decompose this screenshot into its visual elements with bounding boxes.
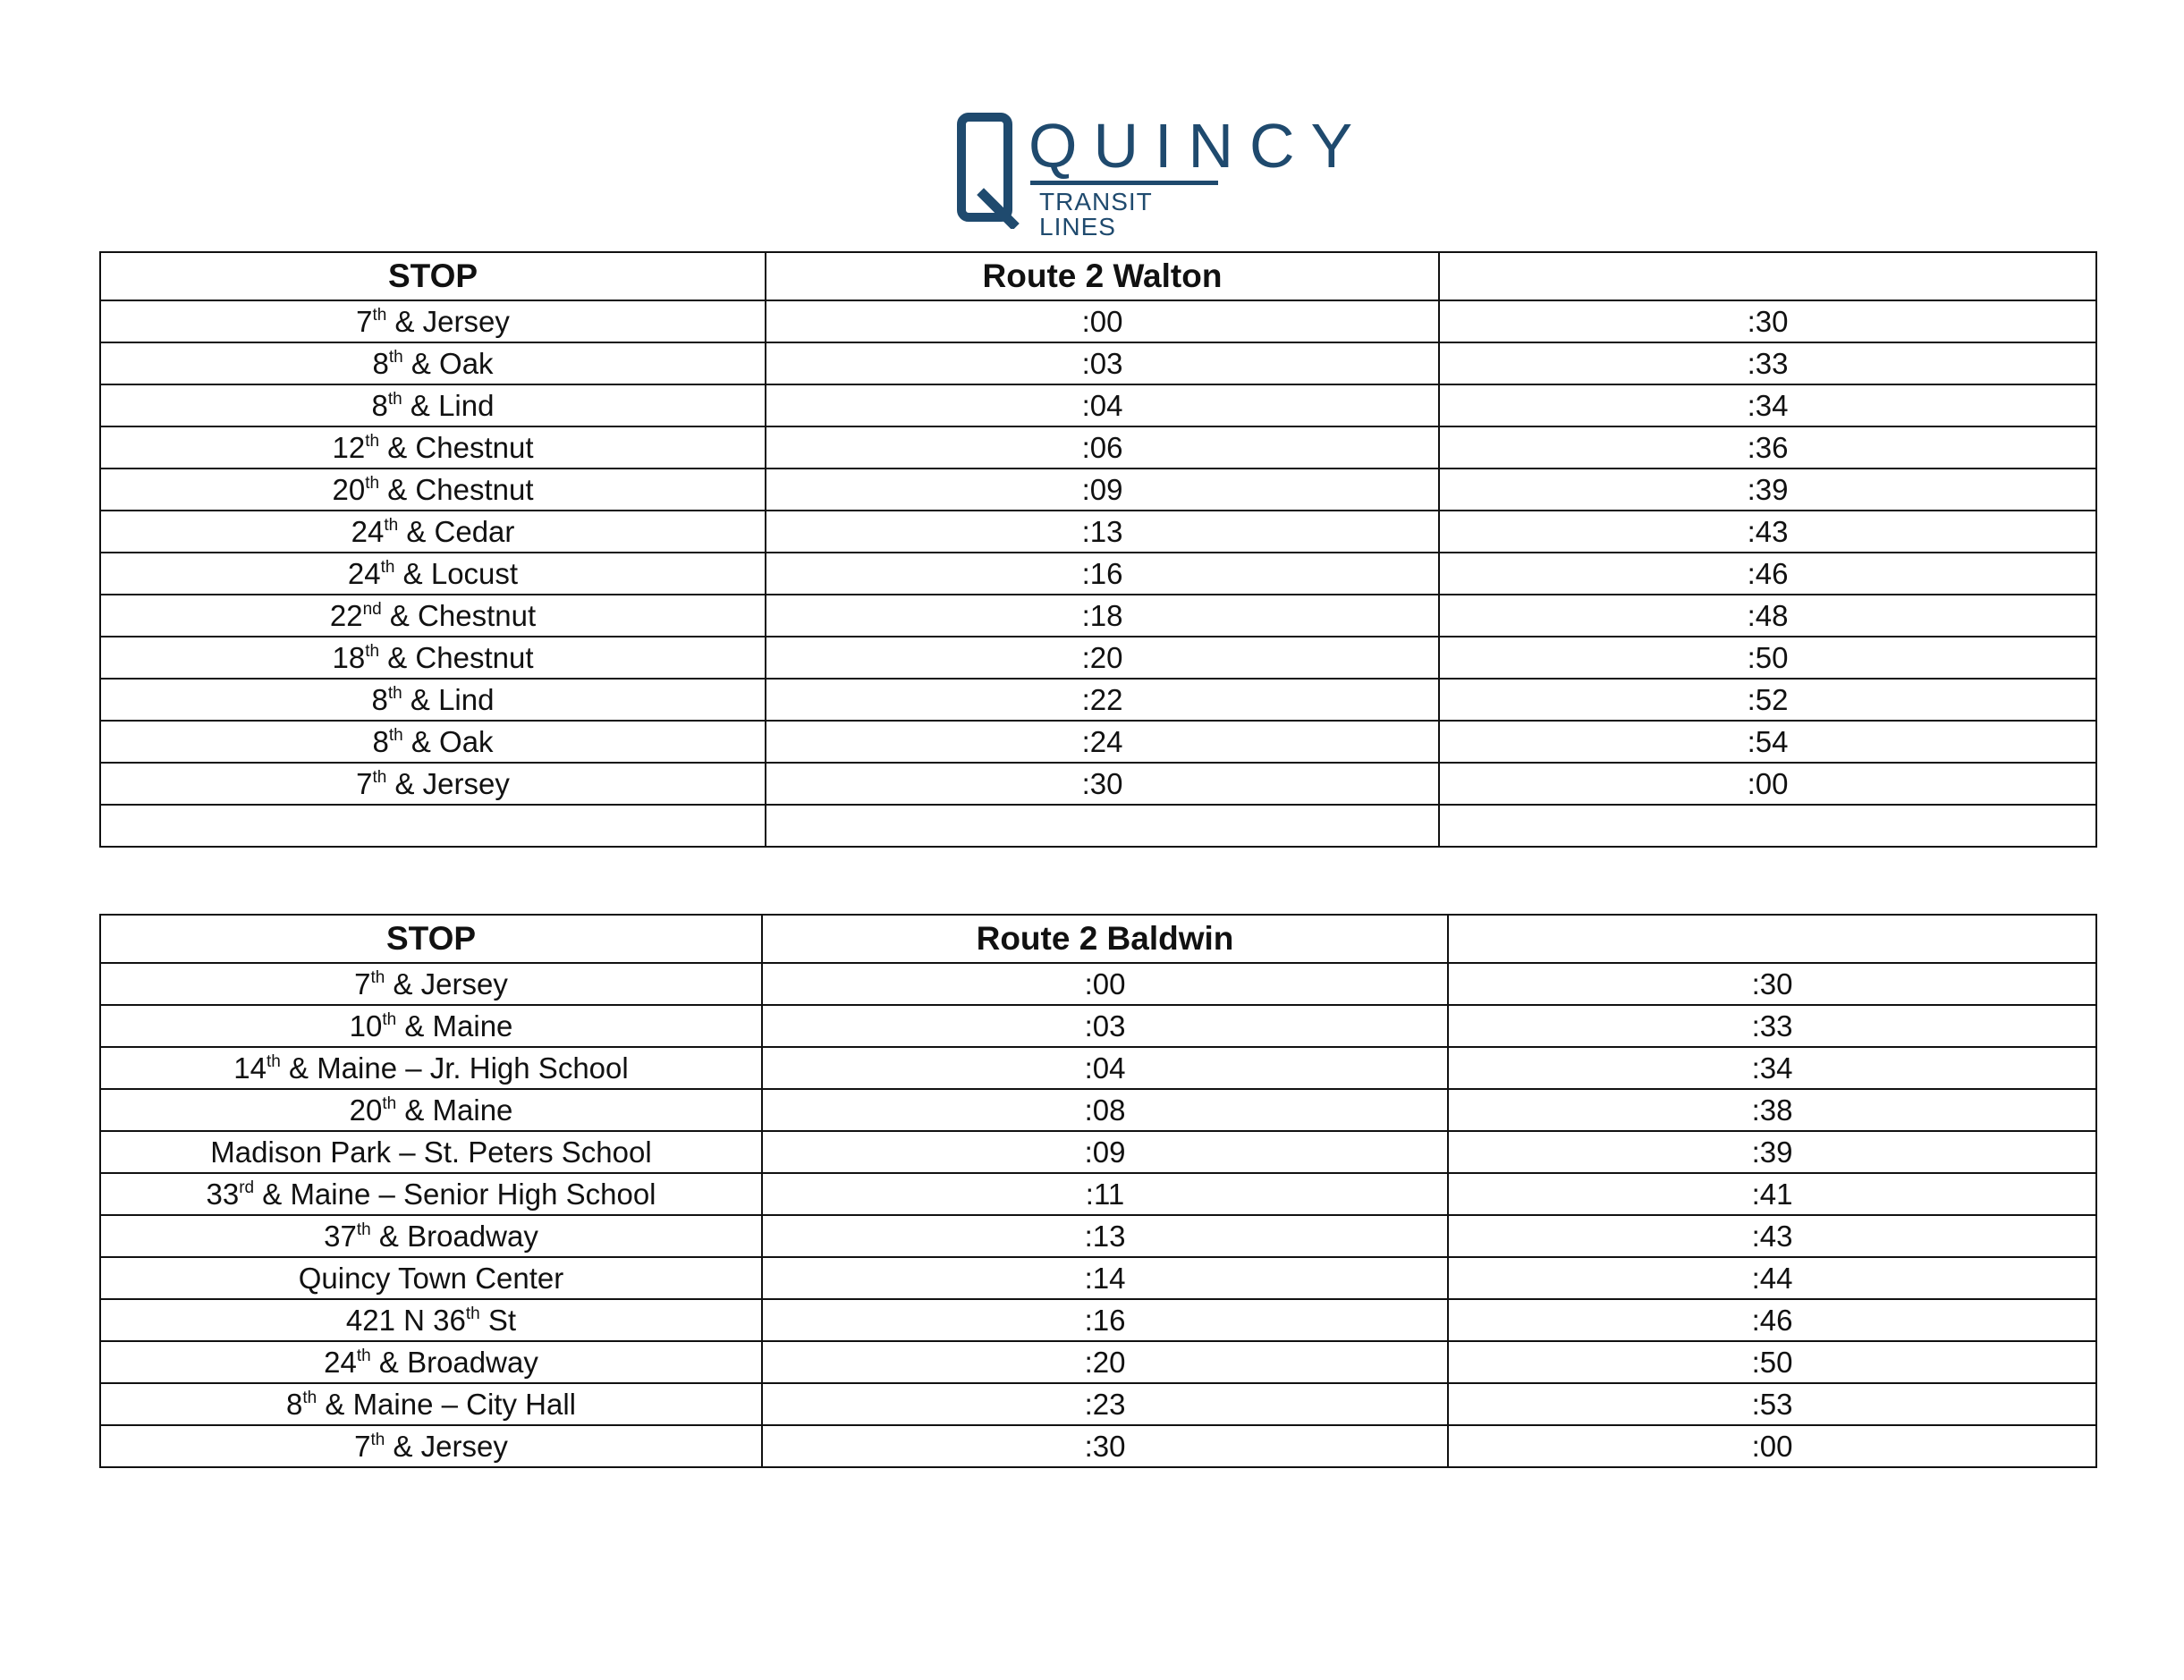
departure-time-first: :22	[766, 679, 1439, 721]
stop-cell	[100, 384, 766, 426]
stop-street: St	[479, 1303, 517, 1337]
table-row	[100, 721, 2096, 763]
stop-cell	[100, 469, 766, 511]
stop-name: 8	[371, 682, 388, 716]
departure-time-first: :20	[762, 1341, 1448, 1383]
stop-name: 14	[233, 1051, 267, 1085]
departure-time-second: :41	[1448, 1173, 2096, 1215]
stop-street: & Lind	[402, 388, 495, 422]
stop-name: 22	[329, 598, 363, 632]
ordinal-suffix: th	[387, 683, 402, 703]
departure-time-first: :03	[766, 342, 1439, 384]
departure-time-first: :20	[766, 637, 1439, 679]
stop-street: & Maine	[396, 1009, 513, 1043]
departure-time-first: :24	[766, 721, 1439, 763]
departure-time-first: :03	[762, 1005, 1448, 1047]
departure-time-second: :39	[1448, 1131, 2096, 1173]
ordinal-suffix: th	[382, 1093, 397, 1113]
stop-cell	[100, 1173, 762, 1215]
table-row	[100, 384, 2096, 426]
stop-cell	[100, 1341, 762, 1383]
stop-cell	[100, 553, 766, 595]
q-logo-icon	[957, 113, 1020, 229]
table-header-row	[100, 252, 2096, 300]
table-row	[100, 1383, 2096, 1425]
stop-street: & Oak	[402, 346, 494, 380]
header-blank	[1439, 252, 2096, 300]
stop-street: & Chestnut	[379, 472, 534, 506]
stop-name: 20	[349, 1093, 383, 1127]
stop-street: & Maine – City Hall	[317, 1387, 576, 1421]
ordinal-suffix: th	[365, 641, 380, 661]
departure-time-second: :52	[1439, 679, 2096, 721]
ordinal-suffix: th	[356, 1346, 371, 1365]
departure-time-second: :38	[1448, 1089, 2096, 1131]
departure-time-first: :00	[762, 963, 1448, 1005]
table-row	[100, 1215, 2096, 1257]
stop-name: 12	[332, 430, 366, 464]
table-row	[100, 637, 2096, 679]
stop-street: & Broadway	[370, 1219, 538, 1253]
stop-name: 8	[371, 388, 388, 422]
table-row	[100, 511, 2096, 553]
departure-time-first: :06	[766, 426, 1439, 469]
table-row	[100, 1047, 2096, 1089]
logo-word: QUINCY	[1029, 111, 1369, 181]
logo-subtitle: TRANSIT LINES	[1039, 188, 1153, 241]
stop-street: & Jersey	[386, 304, 510, 338]
stop-cell	[100, 963, 762, 1005]
header-stop: STOP	[100, 915, 762, 963]
table-row	[100, 1257, 2096, 1299]
header-route: Route 2 Walton	[766, 252, 1439, 300]
stop-name: 24	[351, 514, 385, 548]
ordinal-suffix: th	[356, 1220, 371, 1239]
departure-time-first: :08	[762, 1089, 1448, 1131]
stop-cell	[100, 1215, 762, 1257]
stop-street: & Chestnut	[381, 598, 537, 632]
stop-street: & Chestnut	[379, 430, 534, 464]
stop-street: & Jersey	[385, 1429, 508, 1463]
table-row	[100, 1131, 2096, 1173]
stop-street: & Lind	[402, 682, 495, 716]
table-body	[100, 300, 2096, 847]
departure-time-first: :23	[762, 1383, 1448, 1425]
ordinal-suffix: th	[302, 1388, 317, 1407]
ordinal-suffix: rd	[239, 1178, 255, 1197]
ordinal-suffix: th	[384, 515, 399, 535]
departure-time-second: :33	[1448, 1005, 2096, 1047]
stop-name: 8	[286, 1387, 303, 1421]
departure-time-second: :53	[1448, 1383, 2096, 1425]
ordinal-suffix: th	[382, 1009, 397, 1029]
table-row	[100, 1005, 2096, 1047]
stop-name: 8	[372, 346, 389, 380]
stop-cell	[100, 1131, 762, 1173]
stop-street: & Chestnut	[379, 640, 534, 674]
stop-name: 421 N 36	[345, 1303, 466, 1337]
stop-cell	[100, 1425, 762, 1467]
table-row	[100, 805, 2096, 847]
departure-time-first: :11	[762, 1173, 1448, 1215]
ordinal-suffix: th	[380, 557, 395, 577]
stop-name: 8	[372, 724, 389, 758]
stop-street: & Broadway	[370, 1345, 538, 1379]
stop-cell	[100, 1257, 762, 1299]
table-row	[100, 1341, 2096, 1383]
route-2-baldwin-table	[99, 914, 2097, 1468]
stop-street: & Locust	[394, 556, 519, 590]
departure-time-second	[1439, 805, 2096, 847]
table-row	[100, 426, 2096, 469]
stop-name: 10	[349, 1009, 383, 1043]
stop-cell	[100, 637, 766, 679]
stop-cell	[100, 300, 766, 342]
stop-cell	[100, 1383, 762, 1425]
logo-rule	[1030, 181, 1218, 185]
departure-time-first: :16	[766, 553, 1439, 595]
route-2-walton-table	[99, 251, 2097, 848]
table-row	[100, 342, 2096, 384]
table-row	[100, 1425, 2096, 1467]
departure-time-second: :48	[1439, 595, 2096, 637]
departure-time-first	[766, 805, 1439, 847]
ordinal-suffix: th	[388, 347, 403, 367]
departure-time-first: :13	[766, 511, 1439, 553]
table-row	[100, 1089, 2096, 1131]
stop-cell	[100, 511, 766, 553]
stop-name: 24	[347, 556, 381, 590]
stop-street: & Maine	[396, 1093, 513, 1127]
ordinal-suffix: th	[370, 1430, 385, 1449]
stop-name: 7	[354, 967, 371, 1000]
table-row	[100, 300, 2096, 342]
table-row	[100, 595, 2096, 637]
stop-cell	[100, 1005, 762, 1047]
stop-cell	[100, 679, 766, 721]
departure-time-second: :50	[1448, 1341, 2096, 1383]
header-route: Route 2 Baldwin	[762, 915, 1448, 963]
departure-time-first: :13	[762, 1215, 1448, 1257]
ordinal-suffix: th	[370, 967, 385, 987]
stop-cell	[100, 721, 766, 763]
departure-time-second: :33	[1439, 342, 2096, 384]
stop-street: & Cedar	[398, 514, 515, 548]
stop-name: 37	[324, 1219, 357, 1253]
departure-time-first: :16	[762, 1299, 1448, 1341]
departure-time-second: :00	[1439, 763, 2096, 805]
departure-time-first: :00	[766, 300, 1439, 342]
departure-time-first: :30	[762, 1425, 1448, 1467]
departure-time-second: :46	[1439, 553, 2096, 595]
ordinal-suffix: th	[388, 725, 403, 745]
departure-time-second: :43	[1448, 1215, 2096, 1257]
stop-cell	[100, 595, 766, 637]
departure-time-first: :14	[762, 1257, 1448, 1299]
ordinal-suffix: th	[387, 389, 402, 409]
stop-street: & Maine – Jr. High School	[280, 1051, 629, 1085]
ordinal-suffix: th	[365, 431, 380, 451]
departure-time-second: :00	[1448, 1425, 2096, 1467]
table-row	[100, 553, 2096, 595]
ordinal-suffix: th	[365, 473, 380, 493]
stop-name: 20	[332, 472, 366, 506]
stop-name: 7	[354, 1429, 371, 1463]
table-header-row	[100, 915, 2096, 963]
stop-name: 33	[206, 1177, 240, 1211]
stop-cell	[100, 1089, 762, 1131]
ordinal-suffix: nd	[362, 599, 382, 619]
departure-time-second: :44	[1448, 1257, 2096, 1299]
header-stop: STOP	[100, 252, 766, 300]
header-blank	[1448, 915, 2096, 963]
ordinal-suffix: th	[372, 305, 387, 325]
departure-time-second: :46	[1448, 1299, 2096, 1341]
stop-cell	[100, 805, 766, 847]
stop-name: 7	[356, 304, 373, 338]
stop-cell	[100, 1299, 762, 1341]
departure-time-second: :30	[1439, 300, 2096, 342]
departure-time-second: :36	[1439, 426, 2096, 469]
departure-time-first: :04	[762, 1047, 1448, 1089]
table-body	[100, 963, 2096, 1467]
departure-time-second: :39	[1439, 469, 2096, 511]
departure-time-second: :50	[1439, 637, 2096, 679]
stop-cell	[100, 1047, 762, 1089]
table-row	[100, 1173, 2096, 1215]
table-row	[100, 963, 2096, 1005]
departure-time-second: :43	[1439, 511, 2096, 553]
stop-name: Quincy Town Center	[298, 1261, 564, 1295]
stop-street: & Oak	[402, 724, 494, 758]
departure-time-second: :34	[1448, 1047, 2096, 1089]
departure-time-second: :54	[1439, 721, 2096, 763]
ordinal-suffix: th	[266, 1051, 281, 1071]
departure-time-first: :09	[762, 1131, 1448, 1173]
ordinal-suffix: th	[465, 1304, 480, 1323]
stop-name: 18	[332, 640, 366, 674]
stop-street: & Maine – Senior High School	[254, 1177, 656, 1211]
departure-time-first: :30	[766, 763, 1439, 805]
stop-cell	[100, 763, 766, 805]
stop-street: & Jersey	[385, 967, 508, 1000]
ordinal-suffix: th	[372, 767, 387, 787]
departure-time-first: :18	[766, 595, 1439, 637]
departure-time-second: :30	[1448, 963, 2096, 1005]
quincy-transit-logo	[957, 109, 1369, 241]
stop-cell	[100, 426, 766, 469]
departure-time-second: :34	[1439, 384, 2096, 426]
stop-name: 7	[356, 766, 373, 800]
stop-name: 24	[324, 1345, 357, 1379]
departure-time-first: :04	[766, 384, 1439, 426]
table-row	[100, 1299, 2096, 1341]
table-row	[100, 763, 2096, 805]
stop-street: & Jersey	[386, 766, 510, 800]
stop-cell	[100, 342, 766, 384]
stop-name: Madison Park – St. Peters School	[210, 1135, 652, 1169]
table-row	[100, 679, 2096, 721]
table-row	[100, 469, 2096, 511]
departure-time-first: :09	[766, 469, 1439, 511]
